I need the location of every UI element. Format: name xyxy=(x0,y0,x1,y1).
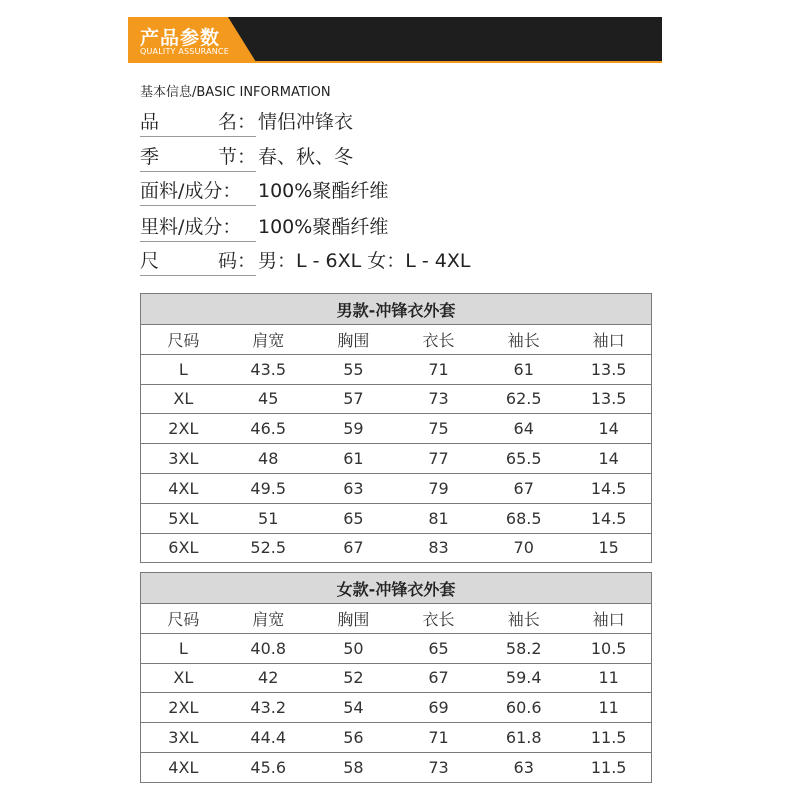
table-cell: 42 xyxy=(226,663,311,693)
table-cell: 62.5 xyxy=(481,384,566,414)
table-cell: 55 xyxy=(311,354,396,384)
table-cell: 15 xyxy=(566,533,651,563)
table-cell: 59.4 xyxy=(481,663,566,693)
table-cell: 67 xyxy=(481,473,566,503)
info-label: 面料/成分： xyxy=(140,176,256,206)
column-header: 袖口 xyxy=(566,325,651,355)
table-row xyxy=(141,384,652,414)
info-label: 里料/成分： xyxy=(140,212,256,242)
info-label xyxy=(140,142,256,172)
table-cell: 79 xyxy=(396,473,481,503)
table-cell: 75 xyxy=(396,414,481,444)
table-cell: 44.4 xyxy=(226,723,311,753)
table-cell: 59 xyxy=(311,414,396,444)
women-size-table xyxy=(140,572,652,783)
table-cell: 67 xyxy=(311,533,396,563)
table-cell: 2XL xyxy=(141,693,226,723)
table-cell: 3XL xyxy=(141,723,226,753)
table-cell: 65 xyxy=(311,503,396,533)
table-cell: 13.5 xyxy=(566,384,651,414)
info-label xyxy=(140,107,256,137)
table-row xyxy=(141,693,652,723)
table-caption-row xyxy=(141,573,652,604)
table-cell: 77 xyxy=(396,444,481,474)
table-cell: 11 xyxy=(566,663,651,693)
table-cell: 71 xyxy=(396,354,481,384)
column-header: 肩宽 xyxy=(226,604,311,634)
table-cell: 69 xyxy=(396,693,481,723)
table-cell: 71 xyxy=(396,723,481,753)
table-cell: 11 xyxy=(566,693,651,723)
table-cell: 61 xyxy=(311,444,396,474)
info-value: 100%聚酯纤维 xyxy=(258,180,389,202)
table-cell: 52.5 xyxy=(226,533,311,563)
table-cell: 56 xyxy=(311,723,396,753)
table-row xyxy=(141,414,652,444)
banner-subtitle: QUALITY ASSURANCE xyxy=(140,47,229,56)
info-value: 男：L - 6XL 女：L - 4XL xyxy=(258,250,471,272)
table-cell: 6XL xyxy=(141,533,226,563)
table-cell: 45.6 xyxy=(226,752,311,782)
table-cell: 65.5 xyxy=(481,444,566,474)
info-label-tail: 码： xyxy=(217,250,256,272)
table-cell: 61.8 xyxy=(481,723,566,753)
banner-underline xyxy=(128,61,662,63)
info-row-size xyxy=(140,246,470,276)
basic-info-heading: 基本信息/BASIC INFORMATION xyxy=(140,85,331,100)
table-row xyxy=(141,533,652,563)
table-row xyxy=(141,633,652,663)
info-label-head: 季 xyxy=(140,146,160,168)
table-cell: 50 xyxy=(311,633,396,663)
info-value: 100%聚酯纤维 xyxy=(258,216,389,238)
table-cell: XL xyxy=(141,663,226,693)
column-header: 袖口 xyxy=(566,604,651,634)
table-cell: 70 xyxy=(481,533,566,563)
section-banner xyxy=(128,17,662,62)
info-label-head: 品 xyxy=(140,111,160,133)
info-row-season xyxy=(140,142,353,172)
table-cell: 64 xyxy=(481,414,566,444)
table-cell: 43.2 xyxy=(226,693,311,723)
table-caption-row xyxy=(141,294,652,325)
table-cell: 63 xyxy=(481,752,566,782)
table-row xyxy=(141,354,652,384)
men-size-table xyxy=(140,293,652,563)
table-cell: 48 xyxy=(226,444,311,474)
table-cell: 60.6 xyxy=(481,693,566,723)
table-row xyxy=(141,473,652,503)
table-cell: 4XL xyxy=(141,752,226,782)
table-cell: 67 xyxy=(396,663,481,693)
table-cell: 3XL xyxy=(141,444,226,474)
table-cell: 14.5 xyxy=(566,503,651,533)
table-header-row xyxy=(141,604,652,634)
table-row xyxy=(141,503,652,533)
column-header: 胸围 xyxy=(311,325,396,355)
table-cell: 57 xyxy=(311,384,396,414)
table-cell: 45 xyxy=(226,384,311,414)
info-value: 春、秋、冬 xyxy=(258,146,354,168)
info-row-fabric xyxy=(140,176,388,206)
table-cell: 40.8 xyxy=(226,633,311,663)
info-label xyxy=(140,246,256,276)
info-value: 情侣冲锋衣 xyxy=(258,111,354,133)
table-header-row xyxy=(141,325,652,355)
table-cell: 58 xyxy=(311,752,396,782)
table-cell: 61 xyxy=(481,354,566,384)
info-label-tail: 名： xyxy=(217,111,256,133)
table-cell: 14 xyxy=(566,444,651,474)
table-caption: 男款-冲锋衣外套 xyxy=(141,294,652,325)
table-cell: 5XL xyxy=(141,503,226,533)
table-cell: 43.5 xyxy=(226,354,311,384)
column-header: 袖长 xyxy=(481,325,566,355)
table-cell: 73 xyxy=(396,752,481,782)
column-header: 尺码 xyxy=(141,604,226,634)
table-cell: 49.5 xyxy=(226,473,311,503)
table-cell: 65 xyxy=(396,633,481,663)
info-row-name xyxy=(140,107,353,137)
info-row-lining xyxy=(140,212,388,242)
table-cell: 83 xyxy=(396,533,481,563)
table-cell: 63 xyxy=(311,473,396,503)
table-row xyxy=(141,752,652,782)
table-cell: 51 xyxy=(226,503,311,533)
table-cell: 73 xyxy=(396,384,481,414)
table-cell: 46.5 xyxy=(226,414,311,444)
table-row xyxy=(141,723,652,753)
table-cell: 4XL xyxy=(141,473,226,503)
table-cell: 11.5 xyxy=(566,723,651,753)
column-header: 袖长 xyxy=(481,604,566,634)
column-header: 衣长 xyxy=(396,604,481,634)
table-row xyxy=(141,444,652,474)
table-cell: 10.5 xyxy=(566,633,651,663)
column-header: 肩宽 xyxy=(226,325,311,355)
table-cell: L xyxy=(141,354,226,384)
info-label-head: 尺 xyxy=(140,250,160,272)
table-cell: 58.2 xyxy=(481,633,566,663)
table-cell: XL xyxy=(141,384,226,414)
table-caption: 女款-冲锋衣外套 xyxy=(141,573,652,604)
banner-title: 产品参数 xyxy=(140,27,221,49)
column-header: 尺码 xyxy=(141,325,226,355)
table-cell: 14.5 xyxy=(566,473,651,503)
column-header: 衣长 xyxy=(396,325,481,355)
column-header: 胸围 xyxy=(311,604,396,634)
table-cell: 11.5 xyxy=(566,752,651,782)
table-cell: 52 xyxy=(311,663,396,693)
table-cell: 68.5 xyxy=(481,503,566,533)
table-cell: 54 xyxy=(311,693,396,723)
table-row xyxy=(141,663,652,693)
info-label-tail: 节： xyxy=(217,146,256,168)
table-cell: L xyxy=(141,633,226,663)
table-cell: 14 xyxy=(566,414,651,444)
table-cell: 13.5 xyxy=(566,354,651,384)
table-cell: 81 xyxy=(396,503,481,533)
table-cell: 2XL xyxy=(141,414,226,444)
